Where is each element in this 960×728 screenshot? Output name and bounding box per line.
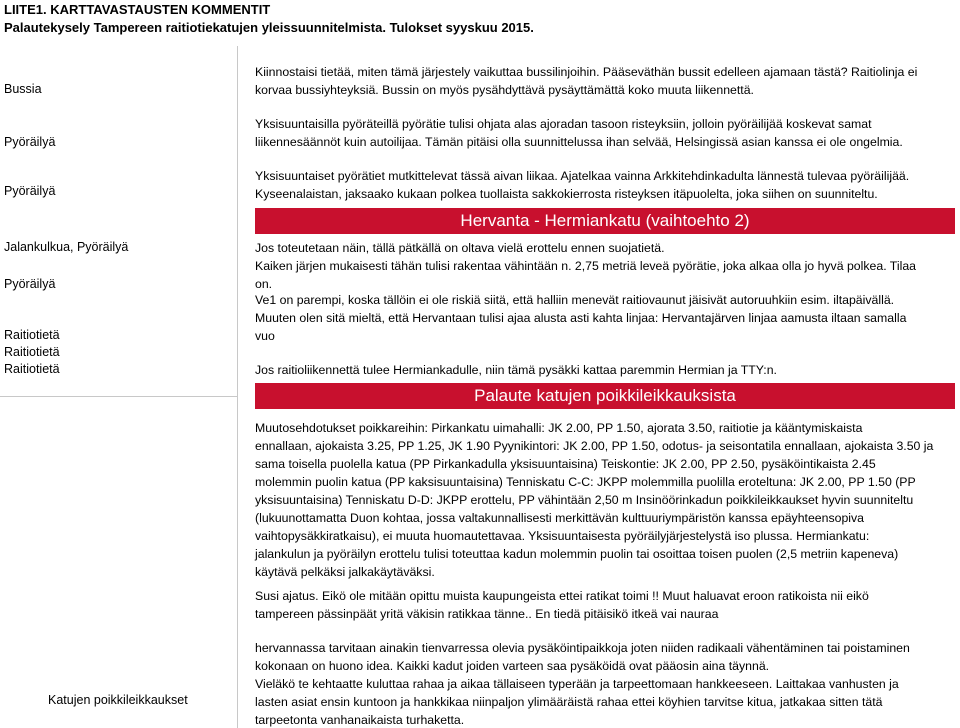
section-title: Hervanta - Hermiankatu (vaihtoehto 2) [460, 211, 750, 230]
comment-line: Ve1 on parempi, koska tällöin ei ole riskiä siitä, että halliin menevät raitiovaunut jäisivät autoruuhkiin esim. iltapäivällä. [255, 293, 895, 307]
comment-line: Vieläkö te kehtaatte kuluttaa rahaa ja aikaa tällaiseen typerään ja tarpeettomaan hankkeeseen. Laittakaa vanhusten ja [255, 677, 899, 691]
column-divider [237, 46, 238, 728]
comment-line: tarpeetonta vanhanaikaista turhaketta. [255, 713, 465, 727]
comment-s2-4 [255, 675, 955, 728]
comment-line: kokonaan on huono idea. Kaikki kadut joiden varteen saa pysäköidä ovat pääosin aina täynnä. [255, 659, 770, 673]
comment-line: yksisuuntaisina) Tenniskatu D-D: JKPP erottelu, PP vähintään 2,50 m Insinöörinkadun poikkileikkaukset hyvin suunniteltu [255, 493, 914, 507]
section-banner-hervanta [255, 208, 955, 234]
row-divider [0, 396, 237, 397]
comment-s2-3 [255, 639, 955, 675]
comment-line: vuo [255, 329, 275, 343]
comment-line: Kiinnostaisi tietää, miten tämä järjestely vaikuttaa bussilinjoihin. Pääseväthän bussit edelleen ajamaan tästä? Raitiolinja ei [255, 65, 918, 79]
label-bussia: Bussia [4, 82, 42, 96]
header-subtitle: Palautekysely Tampereen raitiotiekatujen yleissuunnitelmista. Tulokset syyskuu 2015. [4, 20, 534, 35]
comment-line: vaihtopysäkkiratkaisu), ei muuta huomautettavaa. Yksisuuntaisesta pyöräilyjärjestelystä iso plussa. Hermiankatu: [255, 529, 870, 543]
comment-line: lasten asiat ensin kuntoon ja hankkikaa niinpaljon ylimääräistä rahaa ettei köyhien tarvitse kitua, jatkakaa sitten tätä [255, 695, 883, 709]
comment-s2-2 [255, 587, 955, 623]
comment-line: molemmin puolin katua (PP kaksisuuntaisina) Tenniskatu C-C: JKPP molemmilla puolilla eroteltuna: JK 2.00, PP 1.50 (PP [255, 475, 916, 489]
comment-s1-2 [255, 257, 955, 293]
comment-s2-1 [255, 419, 955, 581]
header-title: LIITE1. KARTTAVASTAUSTEN KOMMENTIT [4, 2, 271, 17]
label-pyorailya-1: Pyöräilyä [4, 135, 56, 149]
label-raitiotieta-2: Raitiotietä [4, 345, 60, 359]
comment-s1-4 [255, 309, 955, 345]
comment-s1-3 [255, 291, 955, 309]
comment-line: on. [255, 277, 273, 291]
comment-line: Jos toteutetaan näin, tällä pätkällä on oltava vielä erottelu ennen suojatietä. [255, 241, 665, 255]
comment-line: Yksisuuntaisilla pyöräteillä pyörätie tulisi ohjata alas ajoradan tasoon risteyksiin, jolloin pyöräilijää koskevat samat [255, 117, 872, 131]
comment-line: jalankulun ja pyöräilyn erottelu tulisi toteuttaa kadun molemmin puolin tai osoittaa toisen puolen (2,5 metriin kapeneva) [255, 547, 899, 561]
comment-line: Muutosehdotukset poikkareihin: Pirkankatu uimahalli: JK 2.00, PP 1.50, ajorata 3.50, raitiotie ja kääntymiskaista [255, 421, 863, 435]
comment-line: ennallaan, ajokaista 3.25, PP 1.25, JK 1.90 Pyynikintori: JK 2.00, PP 1.50, odotus- ja seisontatila ennallaan, ajokaista 3.50 ja [255, 439, 934, 453]
label-pyorailya-2: Pyöräilyä [4, 184, 56, 198]
comment-line: Kaiken järjen mukaisesti tähän tulisi rakentaa vähintään n. 2,75 metriä leveä pyörätie, joka alkaa olla jo hyvä polkea. Tilaa [255, 259, 916, 273]
comment-s1-1 [255, 239, 955, 257]
comment-line: Yksisuuntaiset pyörätiet mutkittelevat tässä aivan liikaa. Ajatelkaa vainna Arkkitehdinkadulta lännestä tulevaa pyöräilijää. [255, 169, 910, 183]
comment-line: tampereen pässinpäät yritä väkisin ratikkaa tänne.. En tiedä pitäisikö itkeä vai nauraa [255, 607, 719, 621]
comment-s1-5 [255, 361, 955, 379]
label-katujen-poikkileikkaukset: Katujen poikkileikkaukset [48, 693, 188, 707]
comment-pyoratie-2 [255, 167, 955, 203]
comment-line: korvaa bussiyhteyksiä. Bussin on myös pysähdyttävä pysäyttämättä koko muuta liikennettä. [255, 83, 754, 97]
label-jalankulkua-pyorailya: Jalankulkua, Pyöräilyä [4, 240, 129, 254]
label-raitiotieta-1: Raitiotietä [4, 328, 60, 342]
comment-line: liikennesäännöt kuin autoilijaa. Tämän pitäisi olla suunnittelussa ihan selvää, Helsingissä asian kanssa ei ole ongelmia. [255, 135, 903, 149]
label-pyorailya-3: Pyöräilyä [4, 277, 56, 291]
comment-bussi [255, 63, 955, 99]
comment-line: sama toisella puolella katua (PP Pirkankadulla yksisuuntaisina) Teiskontie: JK 2.00, PP 2.50, pysäköintikaista 2.45 [255, 457, 876, 471]
comment-line: hervannassa tarvitaan ainakin tienvarressa olevia pysäköintipaikkoja joten niiden radikaali vähentäminen tai poistaminen [255, 641, 910, 655]
comment-line: Jos raitioliikennettä tulee Hermiankadulle, niin tämä pysäkki kattaa paremmin Hermian ja TTY:n. [255, 363, 777, 377]
comment-line: Susi ajatus. Eikö ole mitään opittu muista kaupungeista ettei ratikat toimi !! Muut haluavat eroon ratikoista nii eikö [255, 589, 869, 603]
comment-line: (lukuunottamatta Duon kohtaa, jossa valtakunnallisesti merkittävän kulttuuriympäristön kanssa epäyhteensopiva [255, 511, 865, 525]
section-title: Palaute katujen poikkileikkauksista [474, 386, 736, 405]
comment-line: Kyseenalaistan, jaksaako kukaan polkea tuollaista sakkokierrosta risteyksen itäpuolelta, joka siihen on suunniteltu. [255, 187, 878, 201]
label-raitiotieta-3: Raitiotietä [4, 362, 60, 376]
comment-pyoratie-1 [255, 115, 955, 151]
section-banner-poikkileikkaukset [255, 383, 955, 409]
comment-line: käytävä pelkäksi jalkakäytäväksi. [255, 565, 435, 579]
comment-line: Muuten olen sitä mieltä, että Hervantaan tulisi ajaa alusta asti kahta linjaa: Hervantajärven linjaa aamusta iltaan samalla [255, 311, 907, 325]
